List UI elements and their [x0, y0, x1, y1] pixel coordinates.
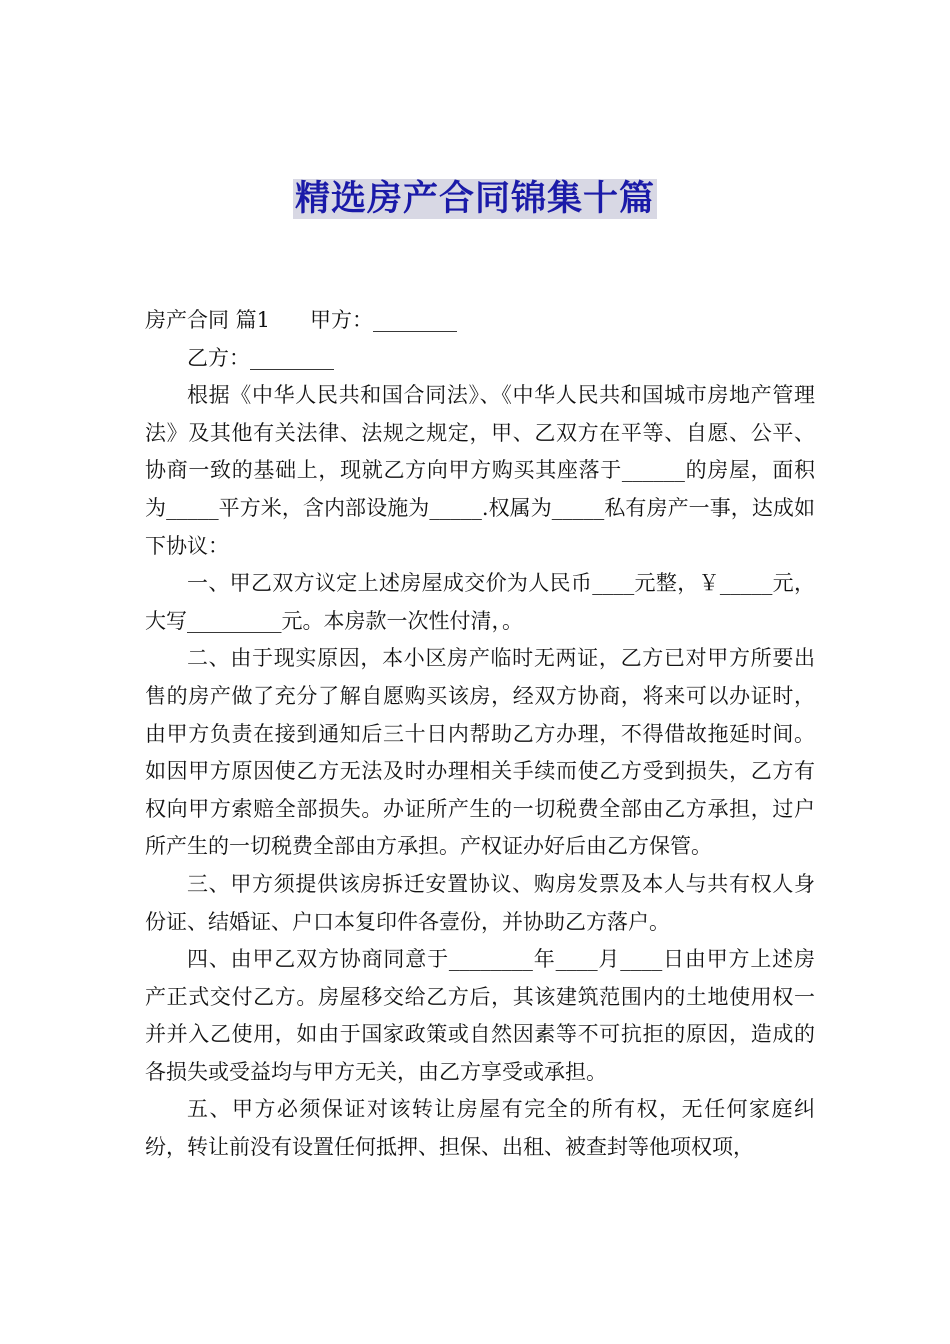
party-b-field: 乙方：________: [187, 345, 334, 370]
paragraph-clause-4: 四、由甲乙双方协商同意于________年____月____日由甲方上述房产正式交付乙方。房屋移交给乙方后，其该建筑范围内的土地使用权一并并入乙使用，如由于国家政策或自然因素等不可抗拒的原因，造成的各损失或受益均与甲方无关，由乙方享受或承担。: [145, 947, 815, 1084]
contract-heading-line: [145, 302, 815, 340]
document-body: [145, 302, 815, 1167]
paragraph-clause-1: 一、甲乙双方议定上述房屋成交价为人民币____元整，￥_____元，大写_________元。本房款一次性付清，。: [145, 571, 815, 633]
paragraph-preamble: 根据《中华人民共和国合同法》、《中华人民共和国城市房地产管理法》及其他有关法律、法规之规定，甲、乙双方在平等、自愿、公平、协商一致的基础上，现就乙方向甲方购买其座落于______的房屋，面积为_____平方米，含内部设施为_____.权属为_____私有房产一事，达成如下协议：: [145, 383, 815, 558]
paragraph-clause-5: 五、甲方必须保证对该转让房屋有完全的所有权，无任何家庭纠纷，转让前没有设置任何抵押、担保、出租、被查封等他项权项，: [145, 1097, 815, 1160]
paragraph-clause-2: 二、由于现实原因，本小区房产临时无两证，乙方已对甲方所要出售的房产做了充分了解自愿购买该房，经双方协商，将来可以办证时，由甲方负责在接到通知后三十日内帮助乙方办理，不得借故拖延时间。如因甲方原因使乙方无法及时办理相关手续而使乙方受到损失，乙方有权向甲方索赔全部损失。办证所产生的一切税费全部由乙方承担，过户所产生的一切税费全部由方承担。产权证办好后由乙方保管。: [145, 646, 815, 859]
party-a-field: 甲方：________: [310, 308, 458, 332]
paragraph-clause-3: 三、甲方须提供该房拆迁安置协议、购房发票及本人与共有权人身份证、结婚证、户口本复印件各壹份，并协助乙方落户。: [145, 871, 815, 934]
document-title: [0, 174, 950, 224]
document-title-text: 精选房产合同锦集十篇: [294, 179, 655, 219]
contract-section-label: 房产合同 篇1: [145, 308, 271, 332]
